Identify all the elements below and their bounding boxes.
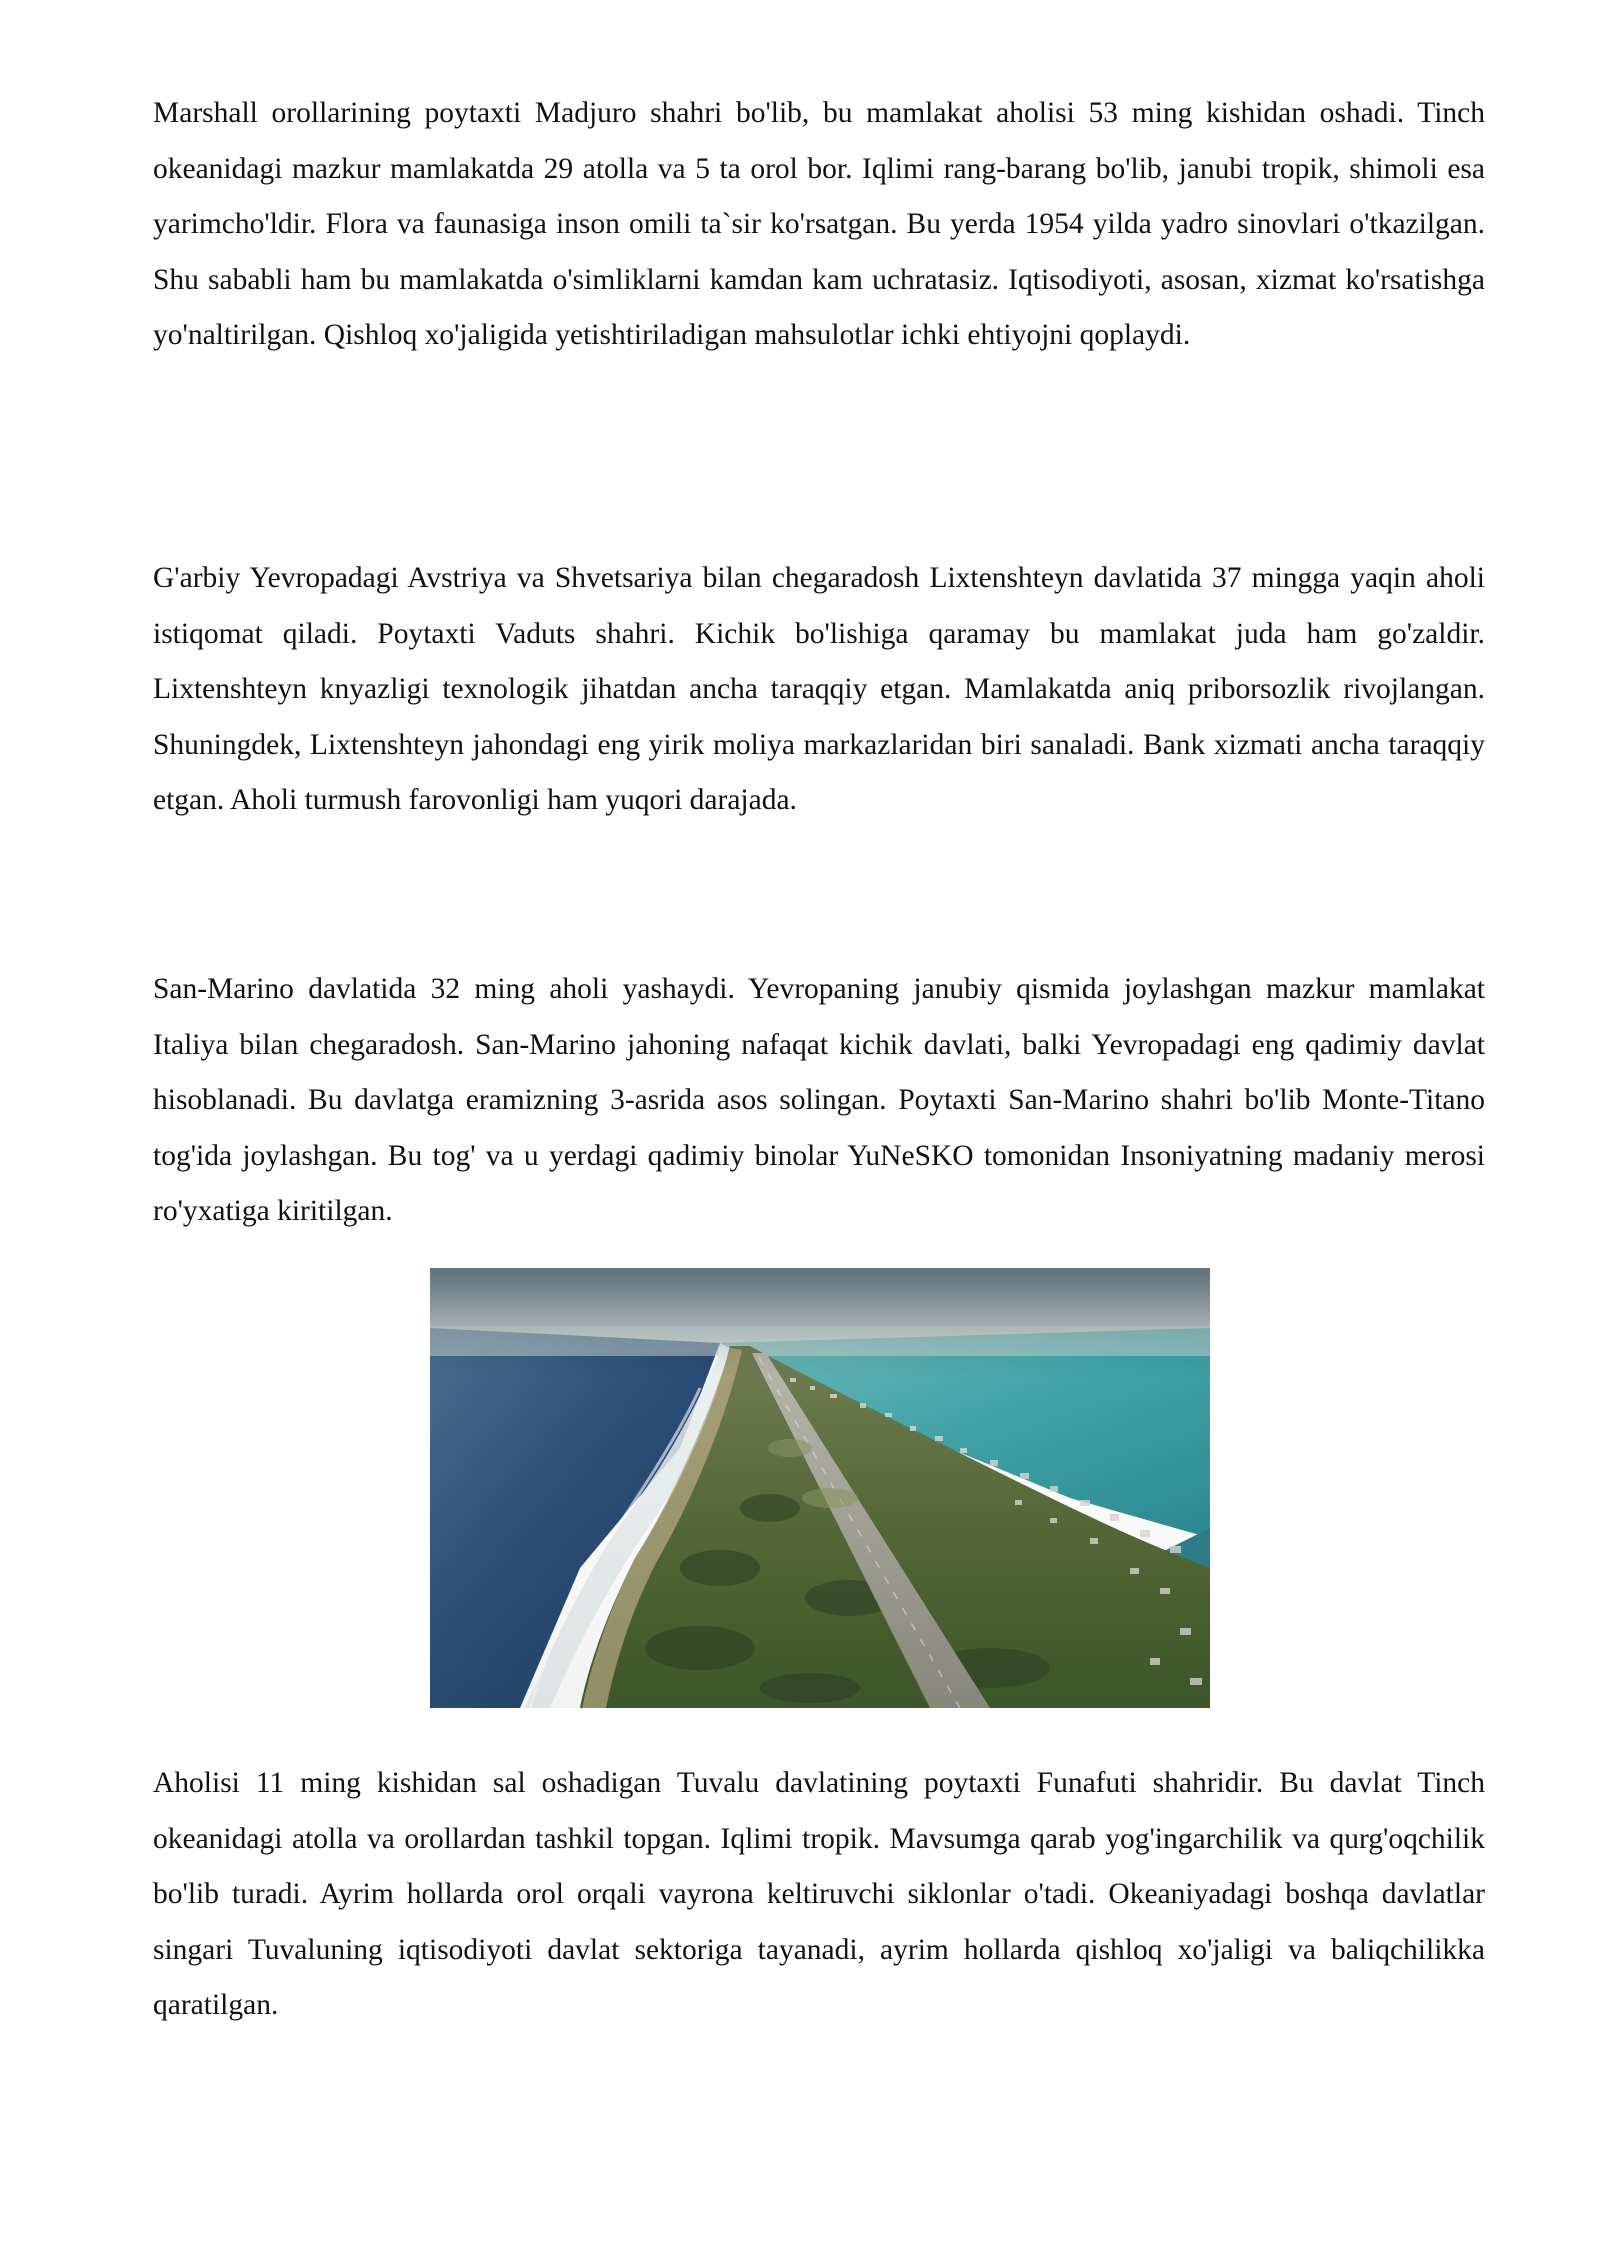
paragraph-liechtenstein: G'arbiy Yevropadagi Avstriya va Shvetsariya bilan chegaradosh Lixtenshteyn davlatida 37 mingga yaqin aholi istiqomat qiladi. Poytaxti Vaduts shahri. Kichik bo'lishiga qaramay bu mamlakat juda ham go'zaldir. Lixtenshteyn knyazligi texnologik jihatdan ancha taraqqiy etgan. Mamlakatda aniq priborsozlik rivojlangan. Shuningdek, Lixtenshteyn jahondagi eng yirik moliya markazlaridan biri sanaladi. Bank xizmati ancha taraqqiy etgan. Aholi turmush farovonligi ham yuqori darajada. bbox=[153, 562, 1485, 817]
paragraph-san-marino: San-Marino davlatida 32 ming aholi yashaydi. Yevropaning janubiy qismida joylashgan mazkur mamlakat Italiya bilan chegaradosh. San-Marino jahoning nafaqat kichik davlati, balki Yevropadagi eng qadimiy davlat hisoblanadi. Bu davlatga eramizning 3-asrida asos solingan. Poytaxti San-Marino shahri bo'lib Monte-Titano tog'ida joylashgan. Bu tog' va u yerdagi qadimiy binolar YuNeSKO tomonidan Insoniyatning madaniy merosi ro'yxatiga kiritilgan. bbox=[153, 973, 1485, 1228]
paragraph-tuvalu: Aholisi 11 ming kishidan sal oshadigan Tuvalu davlatining poytaxti Funafuti shahridir. Bu davlat Tinch okeanidagi atolla va orollardan tashkil topgan. Iqlimi tropik. Mavsumga qarab yog'ingarchilik va qurg'oqchilik bo'lib turadi. Ayrim hollarda orol orqali vayrona keltiruvchi siklonlar o'tadi. Okeaniyadagi boshqa davlatlar singari Tuvaluning iqtisodiyoti davlat sektoriga tayanadi, ayrim hollarda qishloq xo'jaligi va baliqchilikka qaratilgan. bbox=[153, 1767, 1485, 2022]
paragraph-marshall-islands: Marshall orollarining poytaxti Madjuro shahri bo'lib, bu mamlakat aholisi 53 ming kishidan oshadi. Tinch okeanidagi mazkur mamlakatda 29 atolla va 5 ta orol bor. Iqlimi rang-barang bo'lib, janubi tropik, shimoli esa yarimcho'ldir. Flora va faunasiga inson omili ta`sir ko'rsatgan. Bu yerda 1954 yilda yadro sinovlari o'tkazilgan. Shu sababli ham bu mamlakatda o'simliklarni kamdan kam uchratasiz. Iqtisodiyoti, asosan, xizmat ko'rsatishga yo'naltirilgan. Qishloq xo'jaligida yetishtiriladigan mahsulotlar ichki ehtiyojni qoplaydi. bbox=[153, 97, 1485, 352]
aerial-atoll-photo bbox=[430, 1268, 1210, 1708]
atoll-illustration bbox=[430, 1268, 1210, 1708]
